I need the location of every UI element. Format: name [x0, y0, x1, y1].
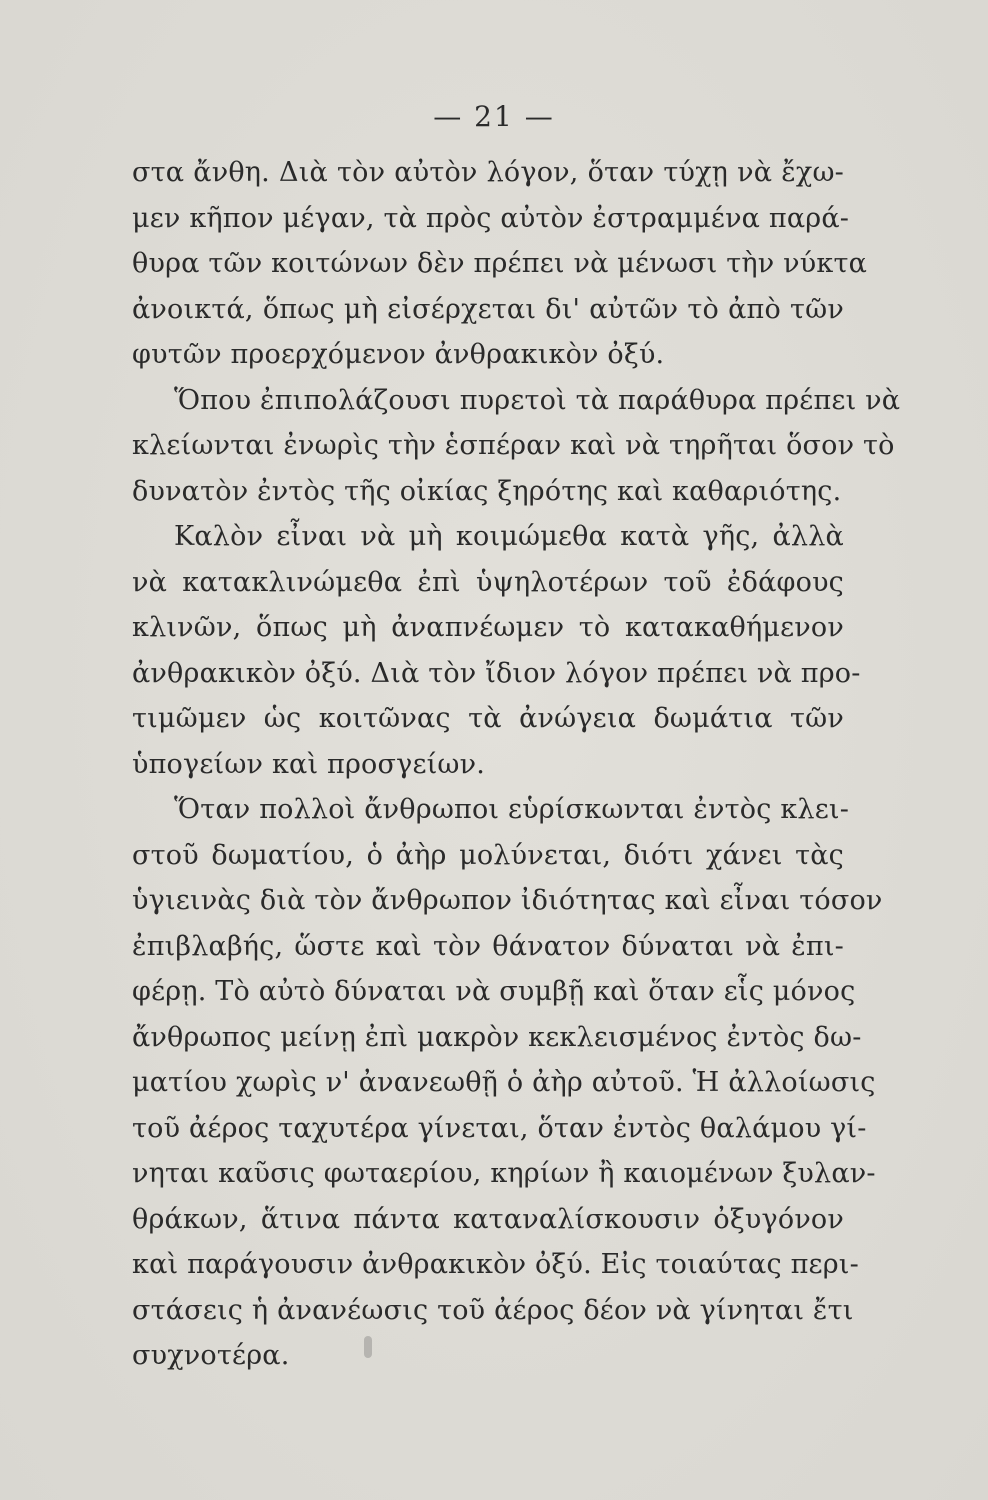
- body-text: [132, 150, 901, 1379]
- text-line: θράκων, ἅτινα πάντα καταναλίσκουσιν ὀξυγόνον: [132, 1203, 844, 1235]
- text-line: τιμῶμεν ὡς κοιτῶνας τὰ ἀνώγεια δωμάτια τῶν: [132, 703, 844, 734]
- text-line: Ὅταν πολλοὶ ἄνθρωποι εὑρίσκωνται ἐντὸς κλει-: [174, 794, 850, 825]
- text-line: Καλὸν εἶναι νὰ μὴ κοιμώμεθα κατὰ γῆς, ἀλλὰ: [174, 521, 844, 552]
- text-line: κλινῶν, ὅπως μὴ ἀναπνέωμεν τὸ κατακαθήμενον: [132, 612, 844, 643]
- text-line: Ὅπου ἐπιπολάζουσι πυρετοὶ τὰ παράθυρα πρέπει νὰ: [174, 384, 901, 416]
- text-line: θυρα τῶν κοιτώνων δὲν πρέπει νὰ μένωσι τὴν νύκτα: [132, 248, 868, 279]
- text-line: φυτῶν προερχόμενον ἀνθρακικὸν ὀξύ.: [132, 339, 665, 370]
- text-line: ὑπογείων καὶ προσγείων.: [132, 748, 486, 780]
- text-line: συχνοτέρα.: [132, 1340, 290, 1371]
- text-line: στάσεις ἡ ἀνανέωσις τοῦ ἀέρος δέον νὰ γίνηται ἔτι: [132, 1294, 854, 1326]
- text-line: δυνατὸν ἐντὸς τῆς οἰκίας ξηρότης καὶ καθαριότης.: [132, 475, 842, 507]
- text-line: ἀνοικτά, ὅπως μὴ εἰσέρχεται δι' αὐτῶν τὸ ἀπὸ τῶν: [132, 293, 844, 325]
- text-line: ὑγιεινὰς διὰ τὸν ἄνθρωπον ἰδιότητας καὶ εἶναι τόσον: [132, 885, 883, 916]
- paper-blemish: [364, 1336, 372, 1358]
- text-line: ἀνθρακικὸν ὀξύ. Διὰ τὸν ἴδιον λόγον πρέπει νὰ προ-: [132, 657, 861, 689]
- text-line: νηται καῦσις φωταερίου, κηρίων ἢ καιομένων ξυλαν-: [132, 1158, 876, 1189]
- text-line: ἐπιβλαβής, ὥστε καὶ τὸν θάνατον δύναται νὰ ἐπι-: [132, 930, 844, 962]
- text-line: ἄνθρωπος μείνῃ ἐπὶ μακρὸν κεκλεισμένος ἐντὸς δω-: [132, 1021, 862, 1053]
- text-line: στοῦ δωματίου, ὁ ἀὴρ μολύνεται, διότι χάνει τὰς: [132, 839, 844, 871]
- text-line: ματίου χωρὶς ν' ἀνανεωθῇ ὁ ἀὴρ αὐτοῦ. Ἡ ἀλλοίωσις: [132, 1067, 876, 1098]
- text-line: τοῦ ἀέρος ταχυτέρα γίνεται, ὅταν ἐντὸς θαλάμου γί-: [132, 1112, 867, 1144]
- text-line: κλείωνται ἐνωρὶς τὴν ἑσπέραν καὶ νὰ τηρῆται ὅσον τὸ: [132, 430, 895, 461]
- text-line: καὶ παράγουσιν ἀνθρακικὸν ὀξύ. Εἰς τοιαύτας περι-: [132, 1249, 859, 1280]
- text-line: νὰ κατακλινώμεθα ἐπὶ ὑψηλοτέρων τοῦ ἐδάφους: [132, 566, 844, 598]
- page-number: — 21 —: [433, 100, 555, 133]
- text-line: στα ἄνθη. Διὰ τὸν αὐτὸν λόγον, ὅταν τύχῃ νὰ ἔχω-: [132, 157, 844, 188]
- text-line: φέρῃ. Τὸ αὐτὸ δύναται νὰ συμβῇ καὶ ὅταν εἷς μόνος: [132, 976, 856, 1007]
- text-line: μεν κῆπον μέγαν, τὰ πρὸς αὐτὸν ἐστραμμένα παρά-: [132, 202, 850, 234]
